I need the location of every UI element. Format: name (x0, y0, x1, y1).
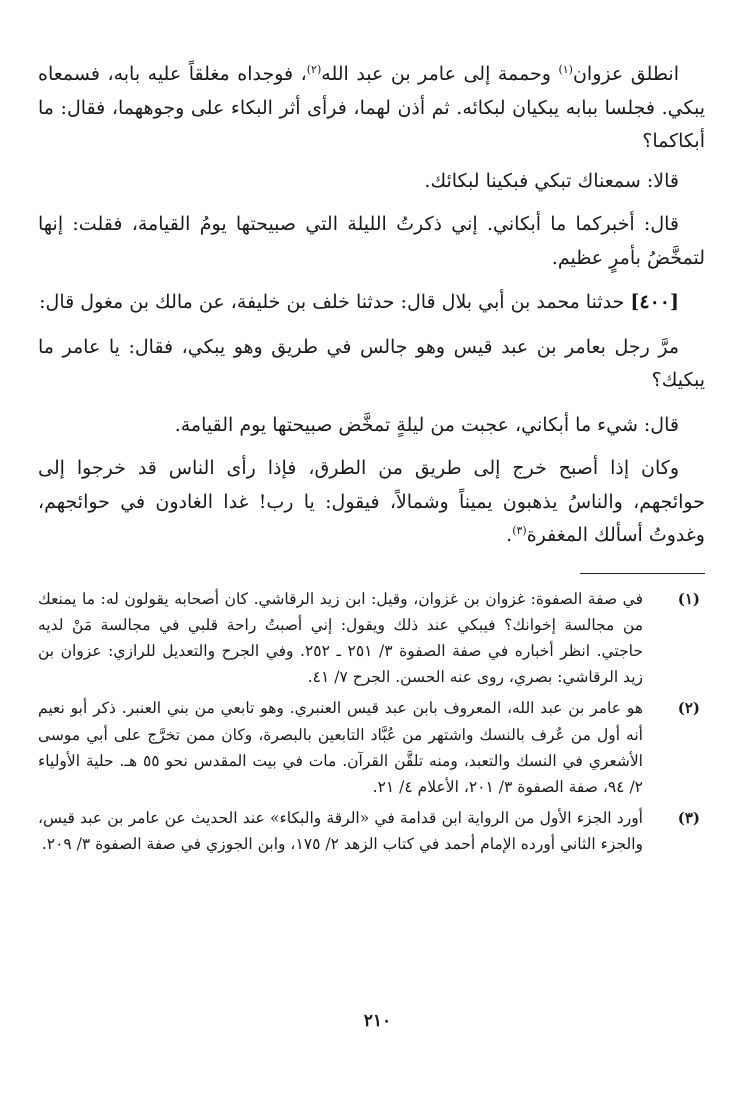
footnote-text: هو عامر بن عبد الله، المعروف بابن عبد قيس العنبري. وهو تابعي من بني العنبر. ذكر أبو نعيم أنه أول من عُرف بالنسك واشتهر من عُبَّاد التابعين بالبصرة، وكان ممن تخرَّج على أبي موسى الأشعري في النسك والتعبد، ومنه تلقَّن القرآن. مات في بيت المقدس نحو ٥٥ هـ. حلية الأولياء ٢/ ٩٤، صفة الصفوة ٣/ ٢٠١، الأعلام ٤/ ٢١. (38, 699, 643, 796)
narration-paragraph: [٤٠٠] حدثنا محمد بن أبي بلال قال: حدثنا خلف بن خليفة، عن مالك بن مغول قال: (39, 291, 679, 313)
paragraph: وكان إذا أصبح خرج إلى طريق من الطرق، فإذا رأى الناس قد خرجوا إلى حوائجهم، والناسُ يذهبون يميناً وشمالاً، فيقول: يا رب! غدا الغادون في حوائجهم، وغدوتُ أسألك المغفرة$^{(٣)}$. (38, 457, 705, 546)
footnotes (38, 586, 705, 858)
footnote-ref[interactable]: (٢) (306, 63, 322, 76)
footnote-number: (٢) (677, 699, 700, 718)
footnote (38, 586, 705, 691)
footnote-separator (580, 573, 705, 574)
paragraph: انطلق عزوان$^{(١)}$ وحممة إلى عامر بن عبد الله$^{(٢)}$، فوجداه مغلقاً عليه بابه، فسمعاه يبكي. فجلسا ببابه يبكيان لبكائه. ثم أذن لهما، فرأى أثر البكاء على وجوههما، فقال: ما أبكاكما؟ (38, 63, 705, 152)
page-number: ٢١٠ (363, 1011, 392, 1031)
footnote-number: (١) (677, 589, 700, 608)
paragraph: قال: شيء ما أبكاني، عجبت من ليلةٍ تمخَّض صبيحتها يوم القيامة. (174, 413, 679, 436)
main-text (38, 58, 705, 553)
narration-number: [٤٠٠] (630, 291, 679, 313)
footnote-ref[interactable]: (٣) (512, 524, 527, 537)
paragraph: مرَّ رجل بعامر بن عبد قيس وهو جالس في طريق وهو يبكي، فقال: يا عامر ما يبكيك؟ (38, 335, 705, 391)
footnote-number: (٣) (677, 809, 700, 828)
paragraph: قالا: سمعناك تبكي فبكينا لبكائك. (424, 169, 679, 192)
footnote (38, 695, 705, 800)
footnote-ref[interactable]: (١) (558, 63, 573, 76)
footnote-text: أورد الجزء الأول من الرواية ابن قدامة في «الرقة والبكاء» عند الحديث عن عامر بن عبد قيس، والجزء الثاني أورده الإمام أحمد في كتاب الزهد ٢/ ١٧٥، وابن الجوزي في صفة الصفوة ٣/ ٢٠٩. (38, 809, 643, 854)
footnote-text: في صفة الصفوة: غزوان بن غزوان، وقيل: ابن زيد الرقاشي. كان أصحابه يقولون له: ما يمنعك من مجالسة إخوانك؟ فيبكي عند ذلك ويقول: إني أصبتُ راحة قلبي في مجالسة مَنْ لديه حاجتي. انظر أخباره في صفة الصفوة ٣/ ٢٥١ ـ ٢٥٢. وفي الجرح والتعديل للرازي: عزوان بن زيد الرقاشي: بصري، روى عنه الحسن. الجرح ٧/ ٤١. (38, 589, 643, 687)
footnote (38, 805, 705, 857)
paragraph: قال: أخبركما ما أبكاني. إني ذكرتُ الليلة التي صبيحتها يومُ القيامة، فقلت: إنها لتمخَّضُ بأمرٍ عظيم. (38, 213, 705, 269)
